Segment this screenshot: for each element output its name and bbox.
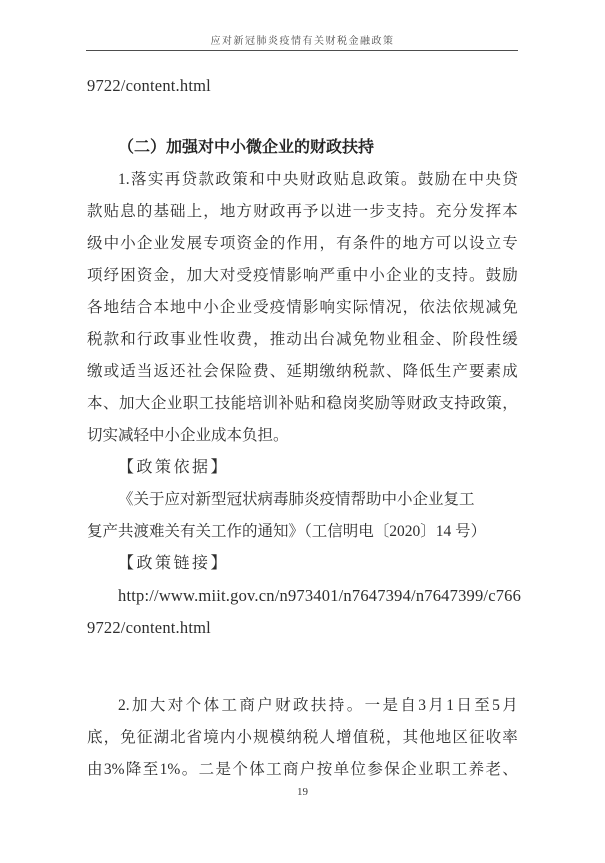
text-line: 级 中 小 企 业 发 展 专 项 资 金 的 作 用 ， 有 条 件 的 地 方 可 以 设 立 专 xyxy=(87,235,518,252)
text-line: 缴 或 适 当 返 还 社 会 保 险 费 、 延 期 缴 纳 税 款 、 降 低 生 产 要 素 成 xyxy=(87,363,518,380)
header-rule xyxy=(86,50,518,51)
document-lines xyxy=(87,70,522,786)
running-header-title: 应对新冠肺炎疫情有关财税金融政策 xyxy=(210,36,395,47)
text-line: 款 贴 息 的 基 础 上 ， 地 方 财 政 再 予 以 进 一 步 支 持 。 充 分 发 挥 本 xyxy=(87,203,518,220)
block-url-continuation xyxy=(87,70,518,102)
text-line: 本 、 加 大 企 业 职 工 技 能 培 训 补 贴 和 稳 岗 奖 励 等 财 政 支 持 政 策 ， xyxy=(87,395,518,412)
text-line: 《关于应对新型冠状病毒肺炎疫情帮助中小企业复工 xyxy=(118,491,475,508)
text-line: 项 纾 困 资 金 ， 加 大 对 受 疫 情 影 响 严 重 中 小 企 业 的 支 持 。 鼓 励 xyxy=(87,267,518,284)
text-line: 复产共渡难关有关工作的通知》（工信明电〔2020〕14 号） xyxy=(87,523,487,540)
text-line: 9722/content.html xyxy=(87,76,211,95)
block-paragraph xyxy=(87,690,518,786)
block-paragraph xyxy=(87,164,518,452)
text-line: 由 3% 降 至 1% 。 二 是 个 体 工 商 户 按 单 位 参 保 企 业 职 工 养 老 、 xyxy=(87,761,518,778)
text-line: 9722/content.html xyxy=(87,618,211,637)
text-line: 【政策链接】 xyxy=(118,555,230,572)
block-policy-basis-reference xyxy=(87,484,518,548)
text-line: 2. 加 大 对 个 体 工 商 户 财 政 扶 持 。 一 是 自 3 月 1 日 至 5 月 xyxy=(118,697,518,714)
text-line: 1. 落 实 再 贷 款 政 策 和 中 央 财 政 贴 息 政 策 。 鼓 励 在 中 央 贷 xyxy=(118,171,518,188)
page-number: 19 xyxy=(297,786,308,798)
block-policy-basis-label xyxy=(87,452,518,484)
text-line: 底 ， 免 征 湖 北 省 境 内 小 规 模 纳 税 人 增 值 税 ， 其 他 地 区 征 收 率 xyxy=(87,729,518,746)
text-line: http://www.miit.gov.cn/n973401/n7647394/n7647399/c766 xyxy=(118,586,522,605)
text-line: 税 款 和 行 政 事 业 性 收 费 ， 推 动 出 台 减 免 物 业 租 金 、 阶 段 性 缓 xyxy=(87,331,518,348)
block-policy-link-label xyxy=(87,548,518,580)
block-section-heading xyxy=(87,132,518,164)
text-line: 各 地 结 合 本 地 中 小 企 业 受 疫 情 影 响 实 际 情 况 ， 依 法 依 规 减 免 xyxy=(87,299,518,316)
text-line: （二）加强对中小微企业的财政扶持 xyxy=(118,139,375,156)
text-line: 切实减轻中小企业成本负担。 xyxy=(87,427,289,444)
text-line: 【政策依据】 xyxy=(118,459,230,476)
block-policy-link-url xyxy=(87,580,522,644)
